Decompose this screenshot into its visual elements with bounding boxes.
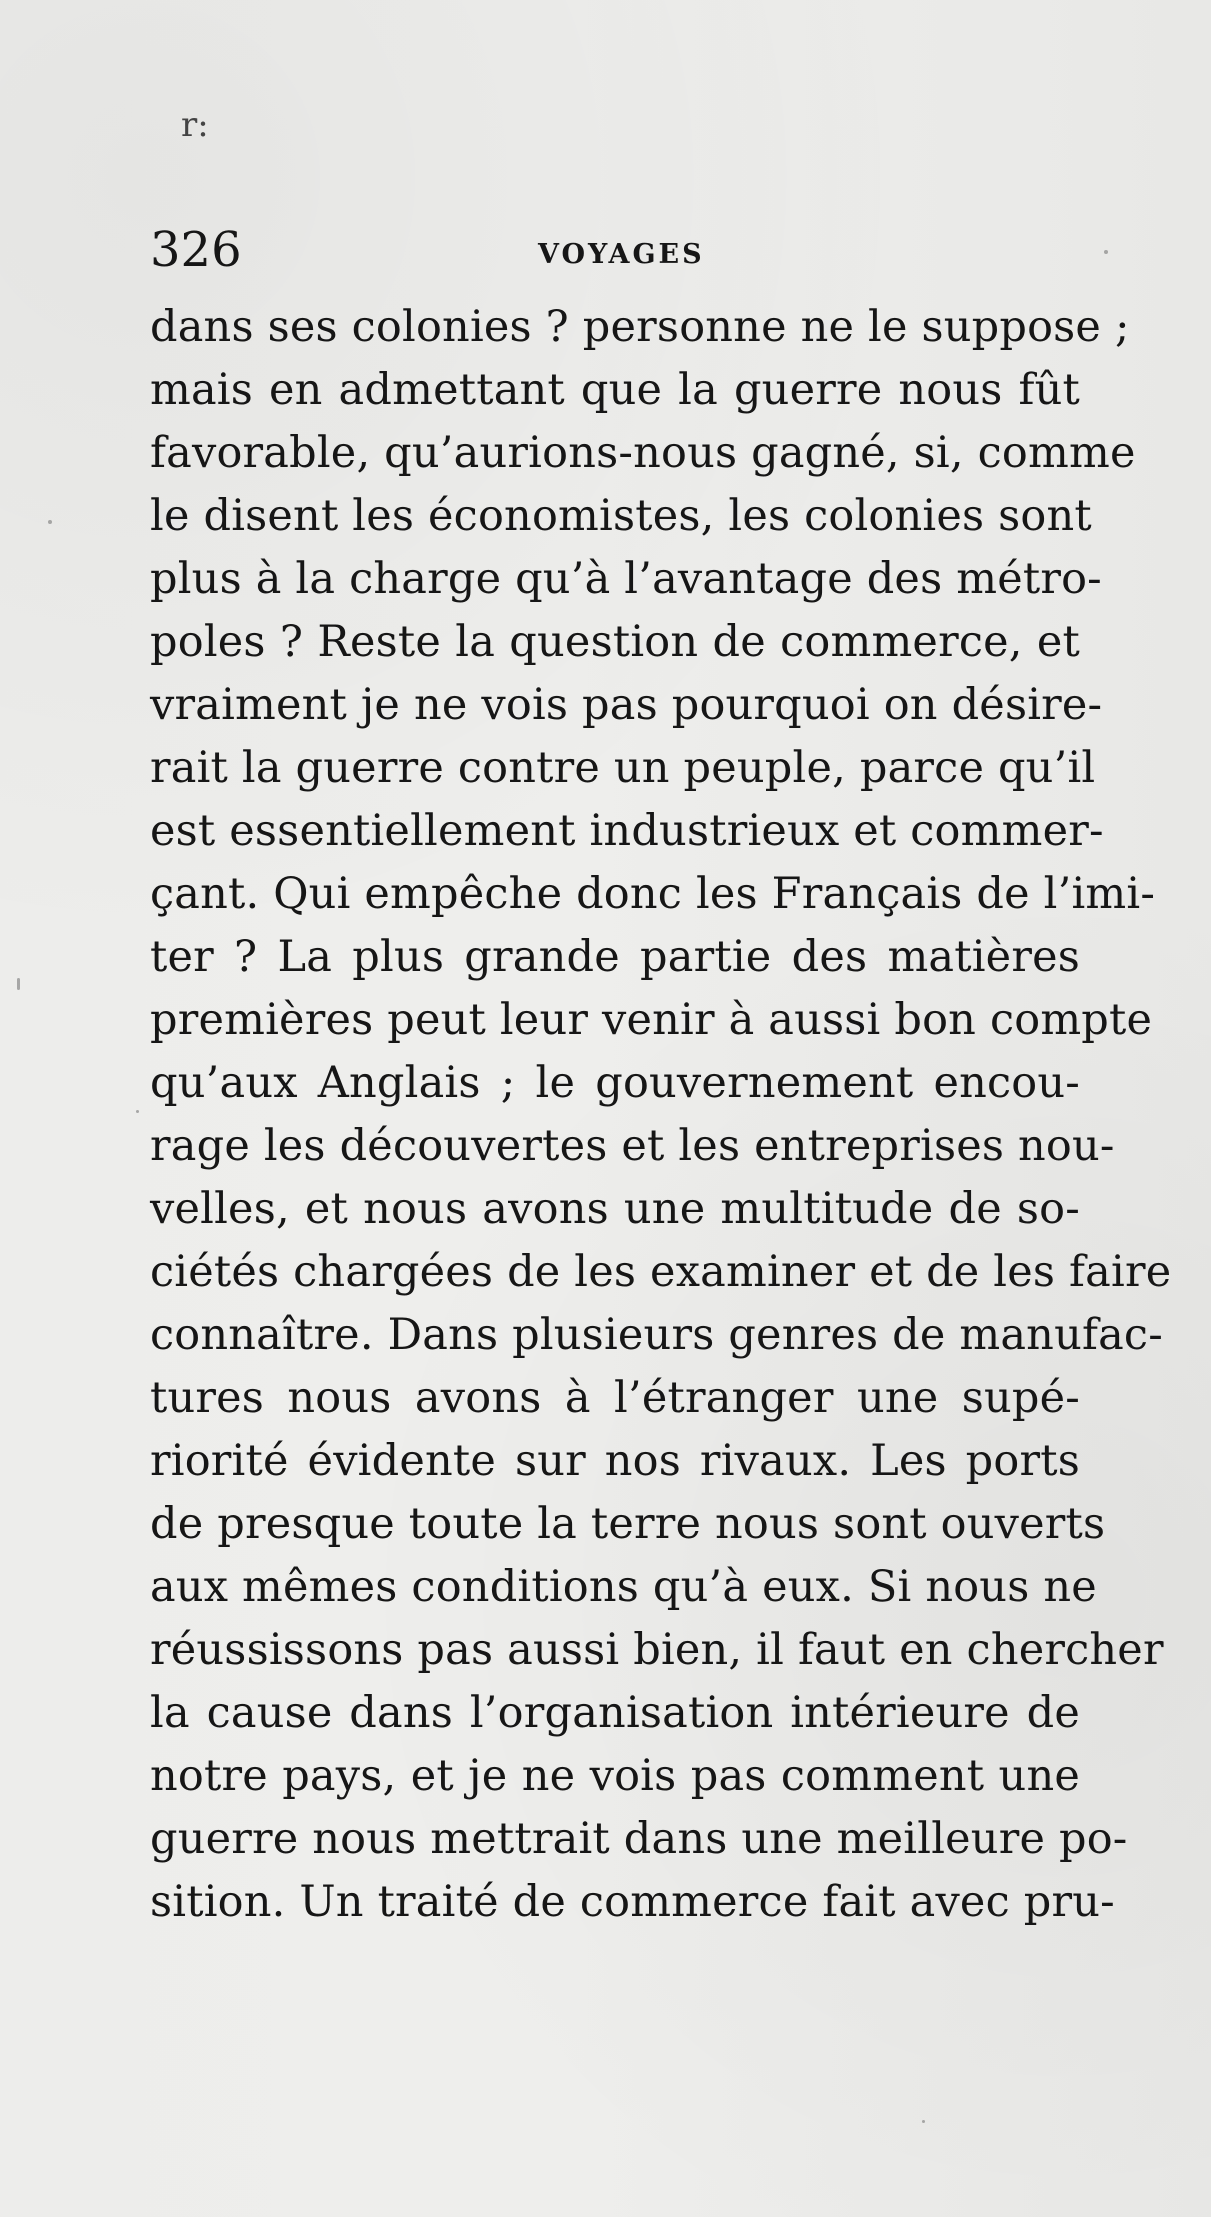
text-line-13: qu’aux Anglais ; le gouvernement encou- [150,1058,1080,1108]
page-number: 326 [150,222,242,278]
text-line-12: premières peut leur venir à aussi bon compte [150,995,1153,1045]
text-line-22: réussissons pas aussi bien, il faut en chercher [150,1625,1164,1675]
text-line-6: poles ? Reste la question de commerce, et [150,617,1080,667]
text-line-8: rait la guerre contre un peuple, parce qu’il [150,743,1096,793]
text-line-2: mais en admettant que la guerre nous fût [150,365,1080,415]
running-title: VOYAGES [538,239,705,270]
text-line-24: notre pays, et je ne vois pas comment une [150,1751,1080,1801]
text-line-5: plus à la charge qu’à l’avantage des métro- [150,554,1102,604]
text-line-11: ter ? La plus grande partie des matières [150,932,1080,982]
text-line-26: sition. Un traité de commerce fait avec pru- [150,1877,1115,1927]
paper-speck [922,2120,925,2123]
text-line-9: est essentiellement industrieux et commer- [150,806,1104,856]
page-text [150,296,1172,1934]
text-line-21: aux mêmes conditions qu’à eux. Si nous ne [150,1562,1097,1612]
text-line-10: çant. Qui empêche donc les Français de l’imi- [150,869,1156,919]
handwritten-corner-mark: r: [181,105,209,145]
text-line-17: connaître. Dans plusieurs genres de manufac- [150,1310,1163,1360]
text-line-15: velles, et nous avons une multitude de so- [150,1184,1080,1234]
text-line-16: ciétés chargées de les examiner et de les faire [150,1247,1172,1297]
paper-speck [48,520,52,524]
text-line-3: favorable, qu’aurions-nous gagné, si, comme [150,428,1136,478]
text-line-7: vraiment je ne vois pas pourquoi on désire- [150,680,1103,730]
text-line-18: tures nous avons à l’étranger une supé- [150,1373,1080,1423]
running-header [150,222,1070,278]
text-line-1: dans ses colonies ? personne ne le suppose ; [150,302,1130,352]
text-line-25: guerre nous mettrait dans une meilleure po- [150,1814,1128,1864]
text-line-4: le disent les économistes, les colonies sont [150,491,1092,541]
text-line-14: rage les découvertes et les entreprises nou- [150,1121,1115,1171]
text-line-23: la cause dans l’organisation intérieure de [150,1688,1080,1738]
paper-speck [1104,250,1108,254]
text-line-19: riorité évidente sur nos rivaux. Les ports [150,1436,1080,1486]
paper-speck [17,978,20,990]
text-line-20: de presque toute la terre nous sont ouverts [150,1499,1106,1549]
paper-speck [136,1110,139,1113]
